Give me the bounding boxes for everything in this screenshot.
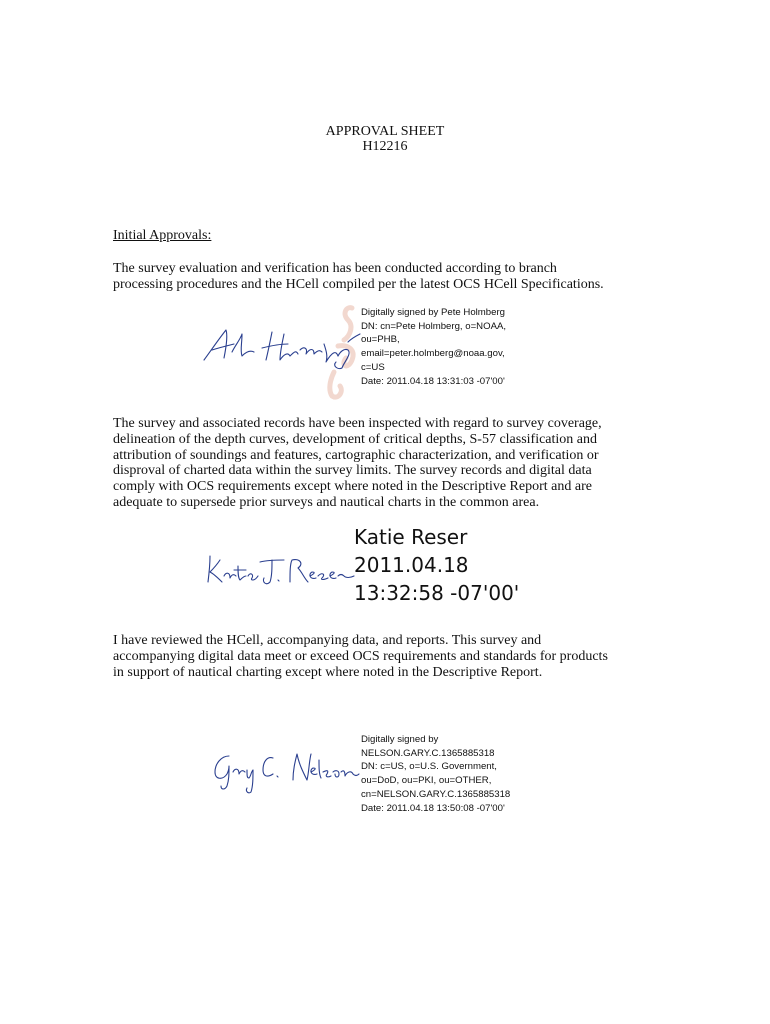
digital-signature-nelson (361, 733, 510, 815)
paragraph-line: accompanying digital data meet or exceed OCS requirements and standards for products (113, 648, 608, 664)
paragraph-line: I have reviewed the HCell, accompanying data, and reports. This survey and (113, 633, 542, 648)
paragraph-line: attribution of soundings and features, cartographic characterization, and verification or (113, 447, 599, 463)
signature-line: Katie Reser (354, 525, 468, 549)
paragraph-line: disproval of charted data within the survey limits. The survey records and digital data (113, 463, 592, 479)
digital-signature-holmberg (361, 306, 506, 388)
signature-line: c=US (361, 361, 385, 373)
signature-line: ou=DoD, ou=PKI, ou=OTHER, (361, 775, 492, 787)
signature-line: Date: 2011.04.18 13:50:08 -07'00' (361, 802, 505, 814)
paragraph-review (113, 633, 658, 680)
paragraph-line: in support of nautical charting except where noted in the Descriptive Report. (113, 664, 543, 680)
signature-line: DN: cn=Pete Holmberg, o=NOAA, (361, 320, 507, 332)
digital-signature-reser (354, 523, 519, 607)
signature-line: 13:32:58 -07'00' (354, 581, 520, 605)
signature-line: Date: 2011.04.18 13:31:03 -07'00' (361, 375, 505, 387)
signature-line: ou=PHB, (361, 334, 400, 346)
paragraph-line: adequate to supersede prior surveys and nautical charts in the common area. (113, 494, 540, 510)
paragraph-line: delineation of the depth curves, development of critical depths, S-57 classification and (113, 431, 598, 447)
paragraph-line: The survey evaluation and verification has been conducted according to branch (113, 261, 557, 276)
signature-line: NELSON.GARY.C.1365885318 (361, 747, 495, 759)
signature-line: cn=NELSON.GARY.C.1365885318 (361, 788, 511, 800)
section-heading: Initial Approvals: (113, 228, 212, 243)
signature-line: email=peter.holmberg@noaa.gov, (361, 348, 505, 360)
paragraph-line: The survey and associated records have been inspected with regard to survey coverage, (113, 416, 602, 431)
paragraph-inspection (113, 416, 658, 511)
paragraph-line: comply with OCS requirements except where noted in the Descriptive Report and are (113, 479, 592, 495)
page-title: APPROVAL SHEET (325, 124, 445, 139)
signature-handwriting-reser (204, 552, 354, 588)
signature-line: Digitally signed by (361, 734, 439, 745)
signature-line: Digitally signed by Pete Holmberg (361, 307, 505, 318)
signature-line: 2011.04.18 (354, 553, 469, 577)
paragraph-evaluation (113, 261, 658, 293)
signature-line: DN: c=US, o=U.S. Government, (361, 761, 497, 773)
survey-number: H12216 (362, 139, 408, 154)
signature-handwriting-nelson (211, 750, 359, 794)
paragraph-line: processing procedures and the HCell compiled per the latest OCS HCell Specifications. (113, 276, 604, 292)
signature-handwriting-holmberg (202, 322, 362, 372)
